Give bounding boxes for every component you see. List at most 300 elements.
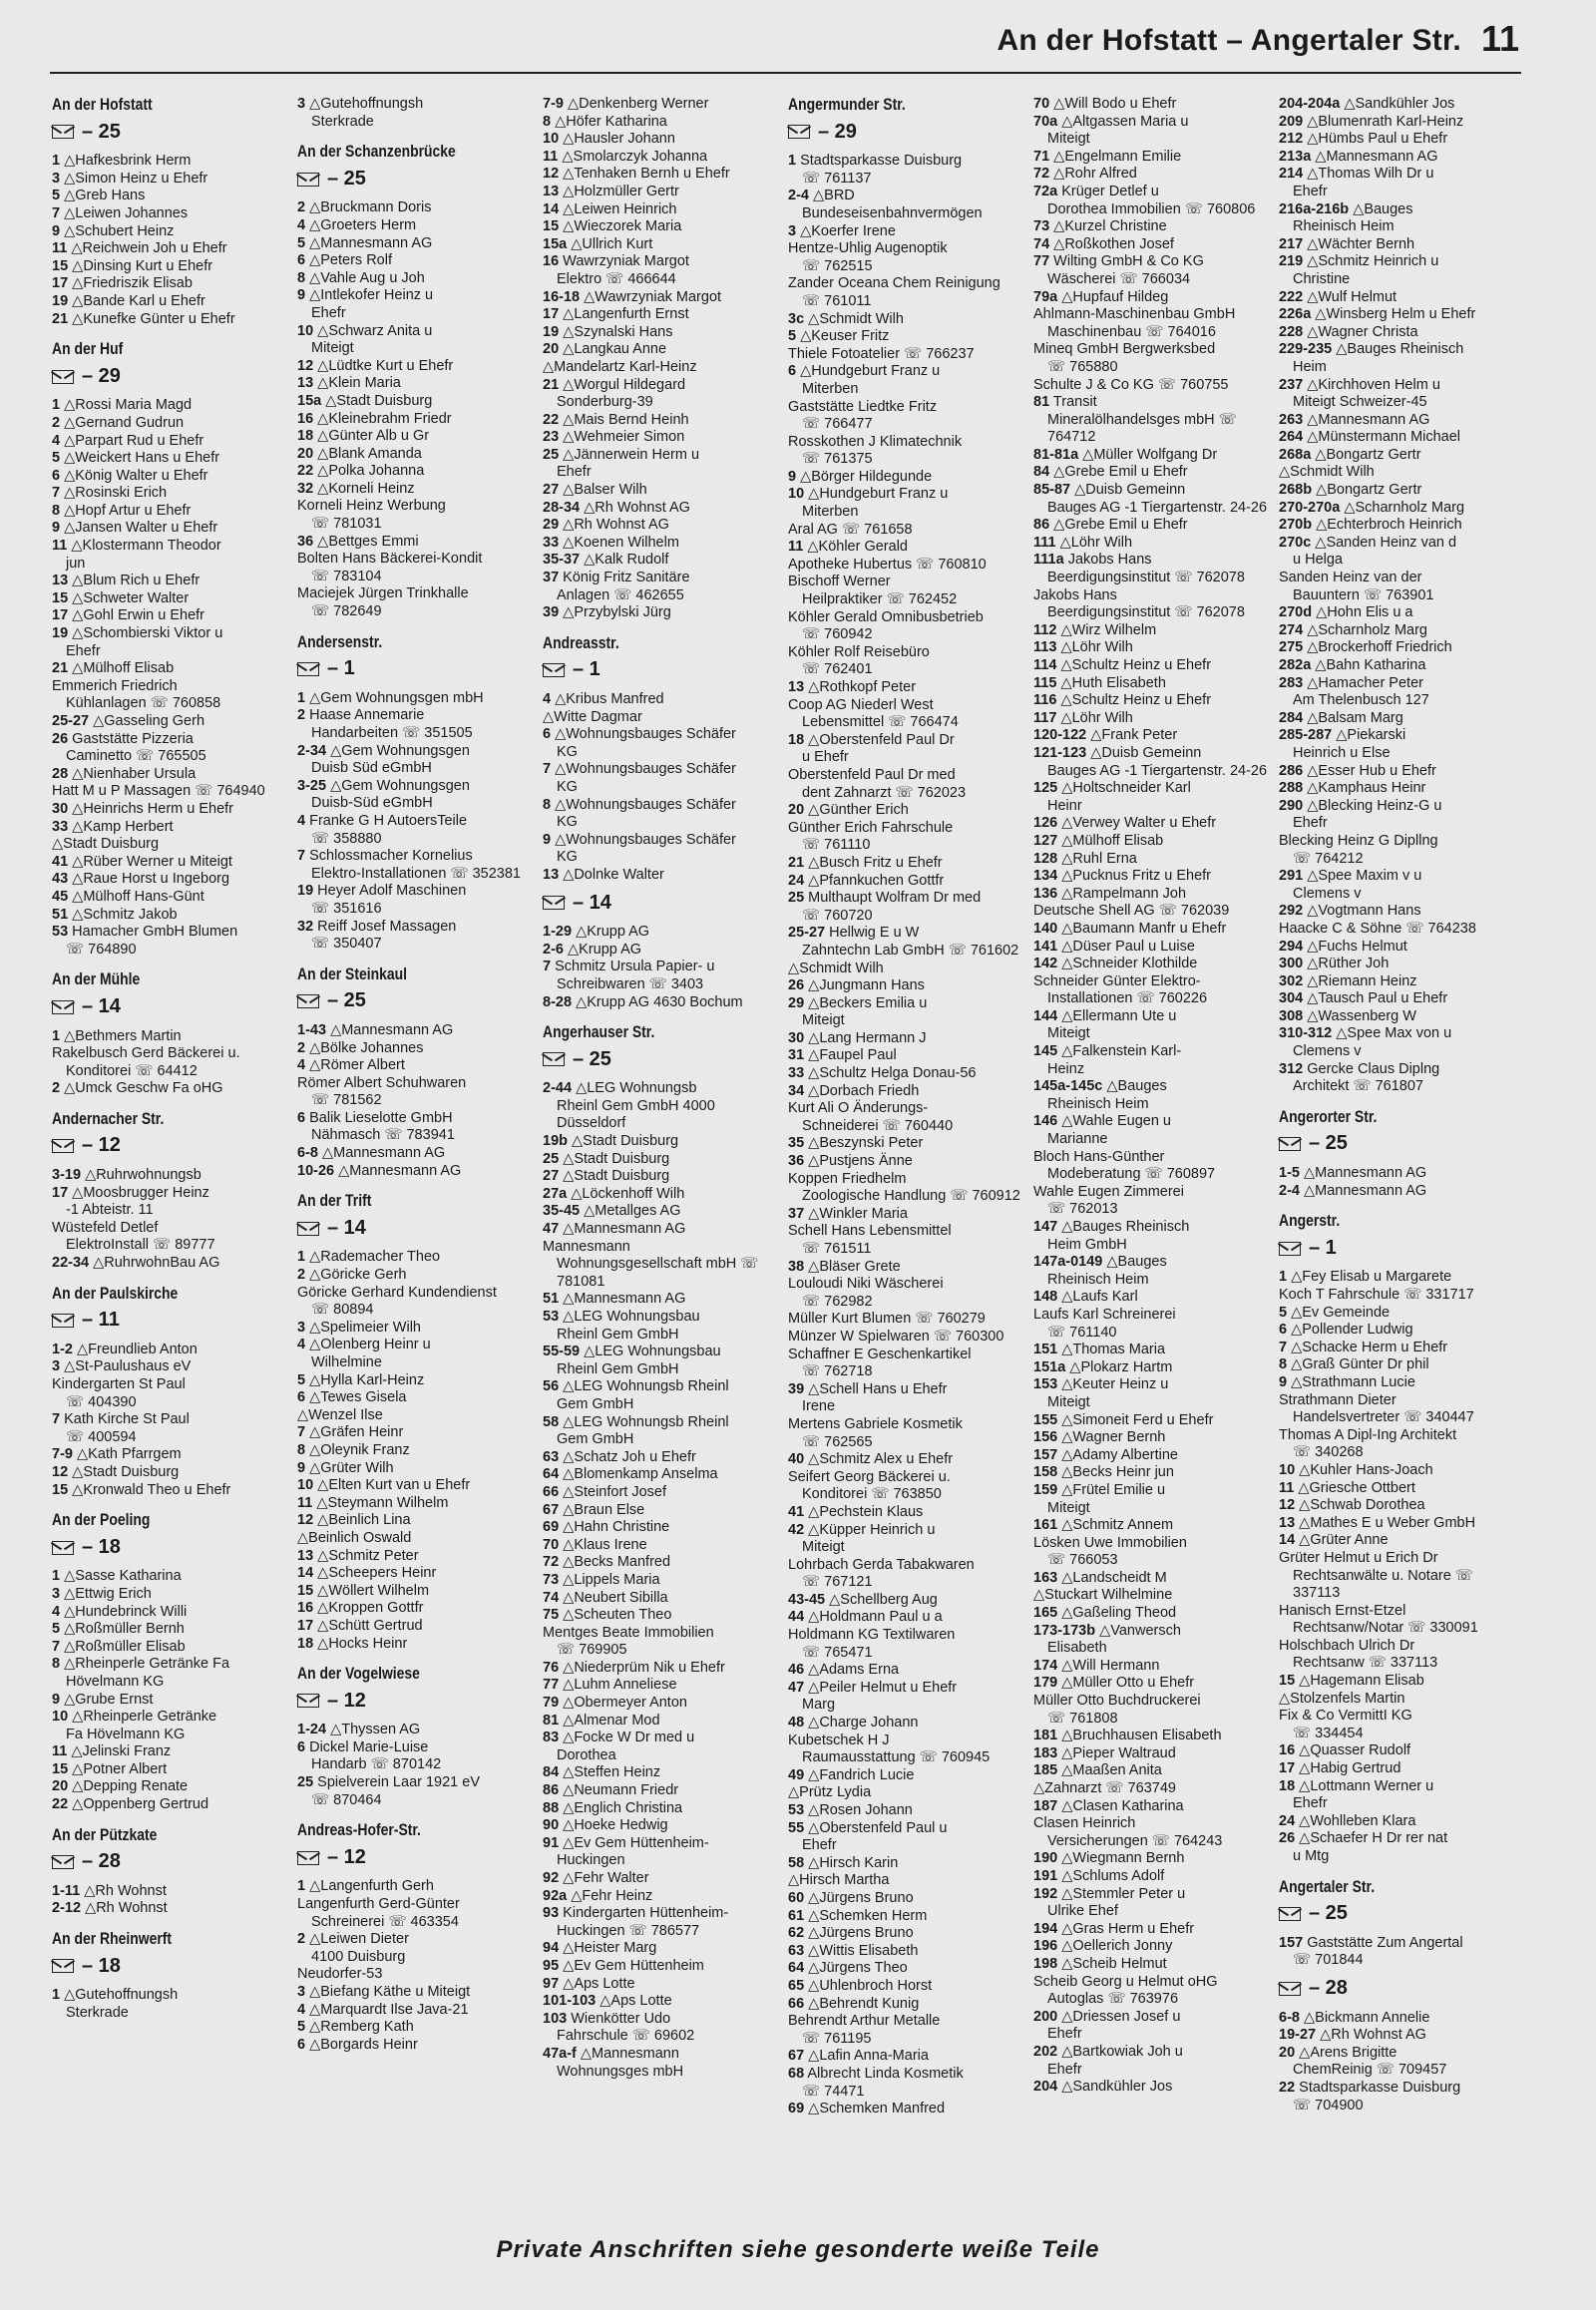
directory-entry — [788, 1153, 1029, 1171]
resident-name: △Wohnungsbauges Schäfer — [555, 831, 736, 848]
house-number: 55 — [788, 1819, 805, 1836]
directory-entry — [1279, 1025, 1520, 1060]
resident-name: Dickel Marie-Luise — [309, 1738, 429, 1755]
directory-entry — [297, 252, 539, 270]
entry-detail: ☏ 765471 — [802, 1644, 873, 1661]
entry-detail: ☏ 404390 — [66, 1393, 137, 1410]
resident-name: Multhaupt Wolfram Dr med — [808, 890, 982, 907]
directory-entry — [1033, 1113, 1275, 1148]
directory-entry — [788, 486, 1029, 521]
house-number: 101-103 — [543, 1993, 597, 2010]
directory-entry — [788, 1557, 1029, 1592]
house-number: 140 — [1033, 920, 1058, 937]
directory-entry — [543, 1133, 784, 1151]
house-number: 3-19 — [52, 1167, 82, 1184]
house-number: 151a — [1033, 1358, 1066, 1375]
house-number: 18 — [1279, 1777, 1296, 1794]
entry-detail: Miteigt Schweizer-45 — [1293, 394, 1427, 411]
resident-name: △Klein Maria — [317, 375, 401, 392]
resident-name: △Krupp AG — [576, 924, 650, 941]
entry-detail: Heim GmbH — [1047, 1236, 1127, 1253]
resident-name: Mineq GmbH Bergwerksbed — [1033, 341, 1216, 358]
resident-name: △Witte Dagmar — [543, 708, 642, 725]
directory-entry — [297, 1548, 539, 1566]
column-6 — [1279, 96, 1520, 2115]
postal-code: – 14 — [573, 891, 611, 914]
resident-name: △Ev Gem Hüttenheim — [563, 1957, 704, 1974]
directory-entry — [1279, 289, 1520, 307]
directory-entry — [1279, 1008, 1520, 1026]
resident-name: △Schmitz Annem — [1061, 1517, 1174, 1534]
resident-name: △Borgards Heinr — [309, 2036, 418, 2053]
entry-detail: Maschinenbau ☏ 764016 — [1047, 323, 1216, 340]
resident-name: △Laufs Karl — [1061, 1289, 1138, 1306]
resident-name: △Greb Hans — [64, 188, 146, 204]
resident-name: △Winkler Maria — [808, 1205, 908, 1222]
house-number: 194 — [1033, 1920, 1058, 1937]
house-number: 7 — [52, 485, 61, 502]
house-number: 34 — [788, 1082, 805, 1099]
entry-detail: Wohnungsges mbH — [557, 2063, 684, 2080]
resident-name: △Wohnungsbauges Schäfer — [555, 726, 736, 743]
resident-name: Maciejek Jürgen Trinkhalle — [297, 585, 469, 602]
directory-entry — [1033, 218, 1275, 236]
directory-entry — [1033, 1008, 1275, 1043]
resident-name: △Schombierski Viktor u — [72, 625, 223, 642]
resident-name: △Bölke Johannes — [309, 1039, 424, 1056]
entry-detail: Miterben — [802, 380, 859, 397]
house-number: 27 — [543, 482, 560, 499]
resident-name: △Gem Wohnungsgen — [330, 742, 470, 759]
resident-name: △Stadt Duisburg — [325, 392, 433, 409]
resident-name: Günther Erich Fahrschule — [788, 819, 954, 836]
resident-name: △Wohnungsbauges Schäfer — [555, 761, 736, 778]
directory-entry — [788, 1416, 1029, 1451]
house-number: 5 — [297, 2019, 306, 2036]
resident-name: Seifert Georg Bäckerei u. — [788, 1468, 951, 1485]
entry-detail: ☏ 782649 — [311, 603, 382, 620]
directory-entry — [297, 1636, 539, 1654]
directory-entry — [1033, 1762, 1275, 1780]
directory-entry — [1033, 2044, 1275, 2079]
house-number: 1 — [297, 1249, 306, 1266]
postal-code: – 18 — [82, 1535, 121, 1558]
resident-name: Sanden Heinz van der — [1279, 570, 1422, 586]
resident-name: △Holdmann Paul u a — [808, 1609, 943, 1626]
resident-name: △Mannesmann AG — [1304, 1165, 1427, 1182]
house-number: 70 — [1033, 96, 1050, 112]
directory-entry — [788, 240, 1029, 275]
resident-name: △Heinrichs Herm u Ehefr — [72, 800, 234, 817]
entry-detail: Architekt ☏ 761807 — [1293, 1078, 1423, 1095]
entry-detail: u Ehefr — [802, 749, 849, 766]
postal-code: – 12 — [327, 1689, 366, 1712]
resident-name: Haase Annemarie — [309, 707, 425, 724]
directory-entry — [1033, 833, 1275, 851]
resident-name: △Holtschneider Karl — [1061, 780, 1191, 797]
directory-entry — [1279, 96, 1520, 114]
envelope-icon — [297, 994, 319, 1008]
resident-name: Müller Otto Buchdruckerei — [1033, 1693, 1201, 1710]
house-number: 46 — [788, 1662, 805, 1679]
entry-detail: ☏ 766053 — [1047, 1552, 1118, 1569]
house-number: 22-34 — [52, 1255, 90, 1272]
resident-name: △Rh Wohnst AG — [563, 517, 669, 534]
house-number: 92a — [543, 1887, 568, 1904]
directory-entry — [543, 184, 784, 201]
entry-detail: Beerdigungsinstitut ☏ 762078 — [1047, 570, 1245, 586]
directory-entry — [1279, 798, 1520, 833]
resident-name: Schneider Günter Elektro- — [1033, 972, 1201, 989]
resident-name: △Schultz Heinz u Ehefr — [1060, 657, 1212, 673]
directory-entry — [1279, 1480, 1520, 1498]
entry-detail: Kühlanlagen ☏ 760858 — [66, 695, 221, 712]
resident-name: △Günther Erich — [808, 802, 909, 819]
directory-entry — [1033, 1658, 1275, 1676]
house-number: 8 — [52, 502, 61, 519]
directory-entry — [1279, 482, 1520, 500]
resident-name: △Kath Pfarrgem — [77, 1446, 182, 1463]
house-number: 1-43 — [297, 1021, 327, 1038]
directory-entry — [1279, 1778, 1520, 1813]
resident-name: △Stadt Duisburg — [52, 836, 160, 853]
directory-entry — [52, 311, 293, 329]
resident-name: △Hupfauf Hildeg — [1061, 288, 1169, 305]
resident-name: △Schmidt Wilh — [808, 310, 904, 327]
house-number: 9 — [297, 287, 306, 304]
resident-name: △Neubert Sibilla — [563, 1589, 668, 1606]
resident-name: Apotheke Hubertus ☏ 760810 — [788, 556, 987, 573]
resident-name: Stadtsparkasse Duisburg — [1299, 2079, 1461, 2096]
house-number: 2 — [297, 707, 306, 724]
entry-detail: Ehefr — [311, 304, 346, 321]
resident-name: Thomas A Dipl-Ing Architekt — [1279, 1426, 1457, 1443]
resident-name: △Stadt Duisburg — [72, 1463, 180, 1480]
entry-detail: Bauges AG -1 Tiergartenstr. 24-26 — [1047, 499, 1268, 516]
resident-name: Mannesmann — [543, 1238, 630, 1255]
house-number: 74 — [1033, 235, 1050, 252]
house-number: 18 — [297, 1635, 314, 1652]
postal-district — [1279, 1236, 1520, 1259]
house-number: 5 — [297, 1371, 306, 1388]
envelope-icon — [788, 125, 810, 139]
entry-detail: ☏ 761808 — [1047, 1710, 1118, 1727]
house-number: 17 — [297, 1617, 314, 1634]
house-number: 29 — [788, 994, 805, 1011]
resident-name: Zander Oceana Chem Reinigung — [788, 275, 1000, 292]
house-number: 6-8 — [1279, 2009, 1300, 2026]
house-number: 6 — [297, 2036, 306, 2053]
house-number: 126 — [1033, 815, 1058, 832]
directory-entry — [1033, 1078, 1275, 1113]
resident-name: △Ev Gemeinde — [1291, 1304, 1391, 1321]
resident-name: △Lüdtke Kurt u Ehefr — [317, 357, 454, 374]
resident-name: Fix & Co VermittI KG — [1279, 1708, 1412, 1725]
directory-entry — [1279, 500, 1520, 518]
directory-entry — [52, 258, 293, 276]
house-number: 1 — [1279, 1269, 1288, 1286]
directory-entry — [1279, 2045, 1520, 2080]
directory-entry — [543, 1993, 784, 2011]
resident-name: △Balsam Marg — [1307, 709, 1403, 726]
house-number: 213a — [1279, 148, 1312, 165]
directory-entry — [1279, 622, 1520, 640]
house-number: 5 — [52, 188, 61, 204]
house-number: 12 — [297, 357, 314, 374]
resident-name: △Rheinperle Getränke Fa — [64, 1656, 230, 1673]
house-number: 1 — [52, 397, 61, 414]
house-number: 3 — [297, 1984, 306, 2000]
directory-entry — [297, 1110, 539, 1145]
house-number: 60 — [788, 1889, 805, 1906]
directory-entry — [1279, 1691, 1520, 1709]
directory-entry — [1279, 604, 1520, 622]
directory-entry — [788, 2101, 1029, 2118]
street-heading: An der Paulskirche — [52, 1283, 179, 1303]
entry-detail: Caminetto ☏ 765505 — [66, 748, 206, 765]
entry-detail: ☏ 766477 — [802, 416, 873, 433]
directory-entry — [788, 644, 1029, 679]
house-number: 30 — [788, 1029, 805, 1046]
resident-name: △Stadt Duisburg — [572, 1133, 679, 1150]
house-number: 17 — [543, 306, 560, 323]
entry-detail: Installationen ☏ 760226 — [1047, 990, 1208, 1007]
house-number: 187 — [1033, 1797, 1058, 1814]
house-number: 13 — [1279, 1514, 1296, 1531]
house-number: 4 — [297, 812, 306, 829]
directory-entry — [297, 1966, 539, 1984]
resident-name: △Schultz Helga Donau-56 — [808, 1065, 977, 1082]
postal-code: – 25 — [1309, 1132, 1348, 1155]
directory-entry — [1279, 710, 1520, 728]
resident-name: △Schmitz Peter — [317, 1547, 419, 1564]
resident-name: △Römer Albert — [309, 1057, 405, 1074]
resident-name: △Parpart Rud u Ehefr — [64, 432, 204, 449]
entry-detail: ☏ 761110 — [802, 837, 871, 854]
house-number: 222 — [1279, 288, 1304, 305]
resident-name: Gaststätte Pizzeria — [72, 730, 194, 747]
resident-name: △Hagemann Elisab — [1299, 1673, 1424, 1690]
directory-entry — [788, 1223, 1029, 1258]
directory-entry — [52, 1342, 293, 1359]
resident-name: △Pustjens Änne — [808, 1153, 913, 1170]
directory-entry — [1033, 2079, 1275, 2097]
house-number: 3 — [52, 1585, 61, 1602]
resident-name: Koch T Fahrschule ☏ 331717 — [1279, 1287, 1474, 1303]
resident-name: △Gasseling Gerh — [93, 713, 205, 729]
resident-name: △Nienhaber Ursula — [72, 765, 197, 782]
directory-entry — [52, 1586, 293, 1604]
resident-name: Schmitz Ursula Papier- u — [555, 959, 715, 975]
postal-district — [52, 1535, 293, 1558]
resident-name: △Gras Herm u Ehefr — [1061, 1920, 1195, 1937]
street-heading: An der Rheinwerft — [52, 1929, 173, 1949]
directory-entry — [543, 1203, 784, 1221]
resident-name: Bischoff Werner — [788, 574, 891, 590]
resident-name: △Metallges AG — [584, 1203, 681, 1220]
postal-district — [52, 1309, 293, 1332]
directory-entry — [1279, 939, 1520, 957]
resident-name: △Remberg Kath — [309, 2019, 414, 2036]
house-number: 15 — [297, 1582, 314, 1599]
resident-name: △Langenfurth Gerh — [309, 1878, 434, 1895]
house-number: 31 — [788, 1047, 805, 1064]
column-5 — [1033, 96, 1275, 2097]
directory-entry — [543, 447, 784, 482]
street-heading: An der Schanzenbrücke — [297, 142, 456, 162]
directory-entry — [297, 1565, 539, 1583]
entry-detail: ☏ 334454 — [1293, 1725, 1364, 1741]
directory-entry — [52, 188, 293, 205]
resident-name: △Rheinperle Getränke — [72, 1709, 217, 1726]
directory-entry — [788, 469, 1029, 487]
house-number: 44 — [788, 1609, 805, 1626]
resident-name: △Wassenberg W — [1307, 1007, 1416, 1024]
house-number: 27 — [543, 1168, 560, 1185]
house-number: 36 — [297, 533, 314, 550]
street-heading: An der Poeling — [52, 1510, 151, 1530]
entry-detail: Bauuntern ☏ 763901 — [1293, 586, 1434, 603]
house-number: 22 — [52, 1796, 69, 1813]
directory-entry — [1033, 956, 1275, 973]
directory-entry — [52, 590, 293, 608]
directory-entry — [297, 463, 539, 481]
directory-entry — [1279, 1392, 1520, 1427]
directory-entry — [543, 1449, 784, 1467]
directory-entry — [52, 1639, 293, 1657]
house-number: 35-37 — [543, 552, 581, 569]
entry-detail: ElektroInstall ☏ 89777 — [66, 1237, 215, 1254]
house-number: 16 — [1279, 1742, 1296, 1759]
house-number: 25 — [788, 890, 805, 907]
resident-name: △Mannesmann AG — [563, 1221, 686, 1238]
resident-name: △Schmitz Heinrich u — [1307, 253, 1439, 270]
entry-detail: Dorothea Immobilien ☏ 760806 — [1047, 200, 1256, 217]
house-number: 21 — [52, 310, 69, 327]
entry-detail: Versicherungen ☏ 764243 — [1047, 1832, 1223, 1849]
resident-name: △Bettges Emmi — [317, 533, 419, 550]
directory-entry — [52, 1376, 293, 1411]
entry-detail: ☏ 870464 — [311, 1791, 382, 1808]
house-number: 40 — [788, 1451, 805, 1468]
house-number: 183 — [1033, 1744, 1058, 1761]
resident-name: △Rh Wohnst — [84, 1882, 167, 1899]
directory-entry — [1033, 1412, 1275, 1430]
resident-name: △Mülhoff Hans-Günt — [72, 888, 204, 905]
directory-entry — [1033, 1043, 1275, 1078]
resident-name: △Beinlich Oswald — [297, 1529, 412, 1546]
entry-detail: ☏ 769905 — [557, 1642, 627, 1659]
directory-entry — [297, 428, 539, 446]
envelope-icon — [52, 1139, 74, 1153]
postal-district — [1279, 1132, 1520, 1155]
house-number: 81 — [1033, 394, 1050, 411]
resident-name: △Hahn Christine — [563, 1519, 670, 1536]
entry-detail: Heinrich u Else — [1293, 744, 1391, 761]
postal-code: – 14 — [82, 994, 121, 1017]
resident-name: △Bauges Rheinisch — [1061, 1219, 1190, 1235]
resident-name: △Hundgeburt Franz u — [808, 486, 949, 503]
entry-detail: ☏ 760942 — [802, 626, 873, 643]
house-number: 196 — [1033, 1938, 1058, 1955]
resident-name: △Lang Hermann J — [808, 1029, 927, 1046]
resident-name: △Langkau Anne — [563, 341, 667, 358]
house-number: 37 — [543, 570, 560, 586]
house-number: 20 — [788, 802, 805, 819]
resident-name: △Weickert Hans u Ehefr — [64, 450, 220, 467]
house-number: 49 — [788, 1766, 805, 1783]
directory-entry — [788, 1347, 1029, 1381]
directory-entry — [788, 275, 1029, 310]
resident-name: Kath Kirche St Paul — [64, 1411, 190, 1428]
directory-entry — [297, 1040, 539, 1058]
house-number: 66 — [543, 1483, 560, 1500]
directory-entry — [297, 1285, 539, 1320]
directory-entry — [788, 890, 1029, 925]
house-number: 17 — [52, 1184, 69, 1201]
house-number: 97 — [543, 1975, 560, 1992]
house-number: 312 — [1279, 1060, 1304, 1077]
directory-entry — [1279, 1165, 1520, 1183]
resident-name: △Fey Elisab u Margarete — [1291, 1269, 1452, 1286]
resident-name: △Wahle Eugen u — [1061, 1113, 1171, 1130]
house-number: 2-44 — [543, 1080, 573, 1097]
directory-entry — [297, 393, 539, 411]
directory-entry — [297, 551, 539, 585]
resident-name: Scheib Georg u Helmut oHG — [1033, 1973, 1218, 1990]
entry-detail: Beerdigungsinstitut ☏ 762078 — [1047, 604, 1245, 621]
directory-entry — [1279, 1603, 1520, 1638]
house-number: 32 — [297, 918, 314, 935]
resident-name: △Bahn Katharina — [1315, 657, 1426, 673]
resident-name: △Krupp AG 4630 Bochum — [576, 993, 743, 1010]
house-number: 103 — [543, 2010, 568, 2027]
resident-name: △Piekarski — [1336, 727, 1406, 744]
house-number: 7 — [543, 959, 552, 975]
resident-name: △Will Hermann — [1061, 1657, 1160, 1674]
directory-entry — [1033, 1535, 1275, 1570]
resident-name: △Müller Wolfgang Dr — [1082, 446, 1218, 463]
resident-name: △Löhr Wilh — [1060, 709, 1133, 726]
resident-name: △Simoneit Ferd u Ehefr — [1061, 1411, 1214, 1428]
house-number: 146 — [1033, 1113, 1058, 1130]
resident-name: △Elten Kurt van u Ehefr — [317, 1477, 471, 1494]
directory-entry — [1033, 710, 1275, 728]
house-number: 42 — [788, 1521, 805, 1538]
directory-entry — [788, 1065, 1029, 1083]
resident-name: △Klostermann Theodor — [71, 538, 221, 555]
entry-detail: ☏ 762565 — [802, 1433, 873, 1450]
directory-entry — [1279, 1497, 1520, 1515]
directory-entry — [543, 1590, 784, 1608]
directory-entry — [52, 1028, 293, 1046]
house-number: 116 — [1033, 692, 1057, 709]
directory-entry — [52, 1743, 293, 1761]
directory-entry — [1279, 253, 1520, 288]
resident-name: △Hopf Artur u Ehefr — [64, 502, 192, 519]
envelope-icon — [52, 1959, 74, 1973]
envelope-icon — [297, 173, 319, 187]
house-number: 270d — [1279, 604, 1313, 621]
directory-entry — [1033, 939, 1275, 957]
resident-name: △Schlums Adolf — [1061, 1867, 1165, 1884]
directory-entry — [1279, 1374, 1520, 1392]
entry-detail: Miteigt — [1047, 1393, 1090, 1410]
resident-name: △Ev Gem Hüttenheim- — [563, 1834, 709, 1851]
envelope-icon — [52, 370, 74, 384]
directory-entry — [52, 520, 293, 538]
resident-name: △Gutehoffnungsh — [64, 1987, 179, 2004]
